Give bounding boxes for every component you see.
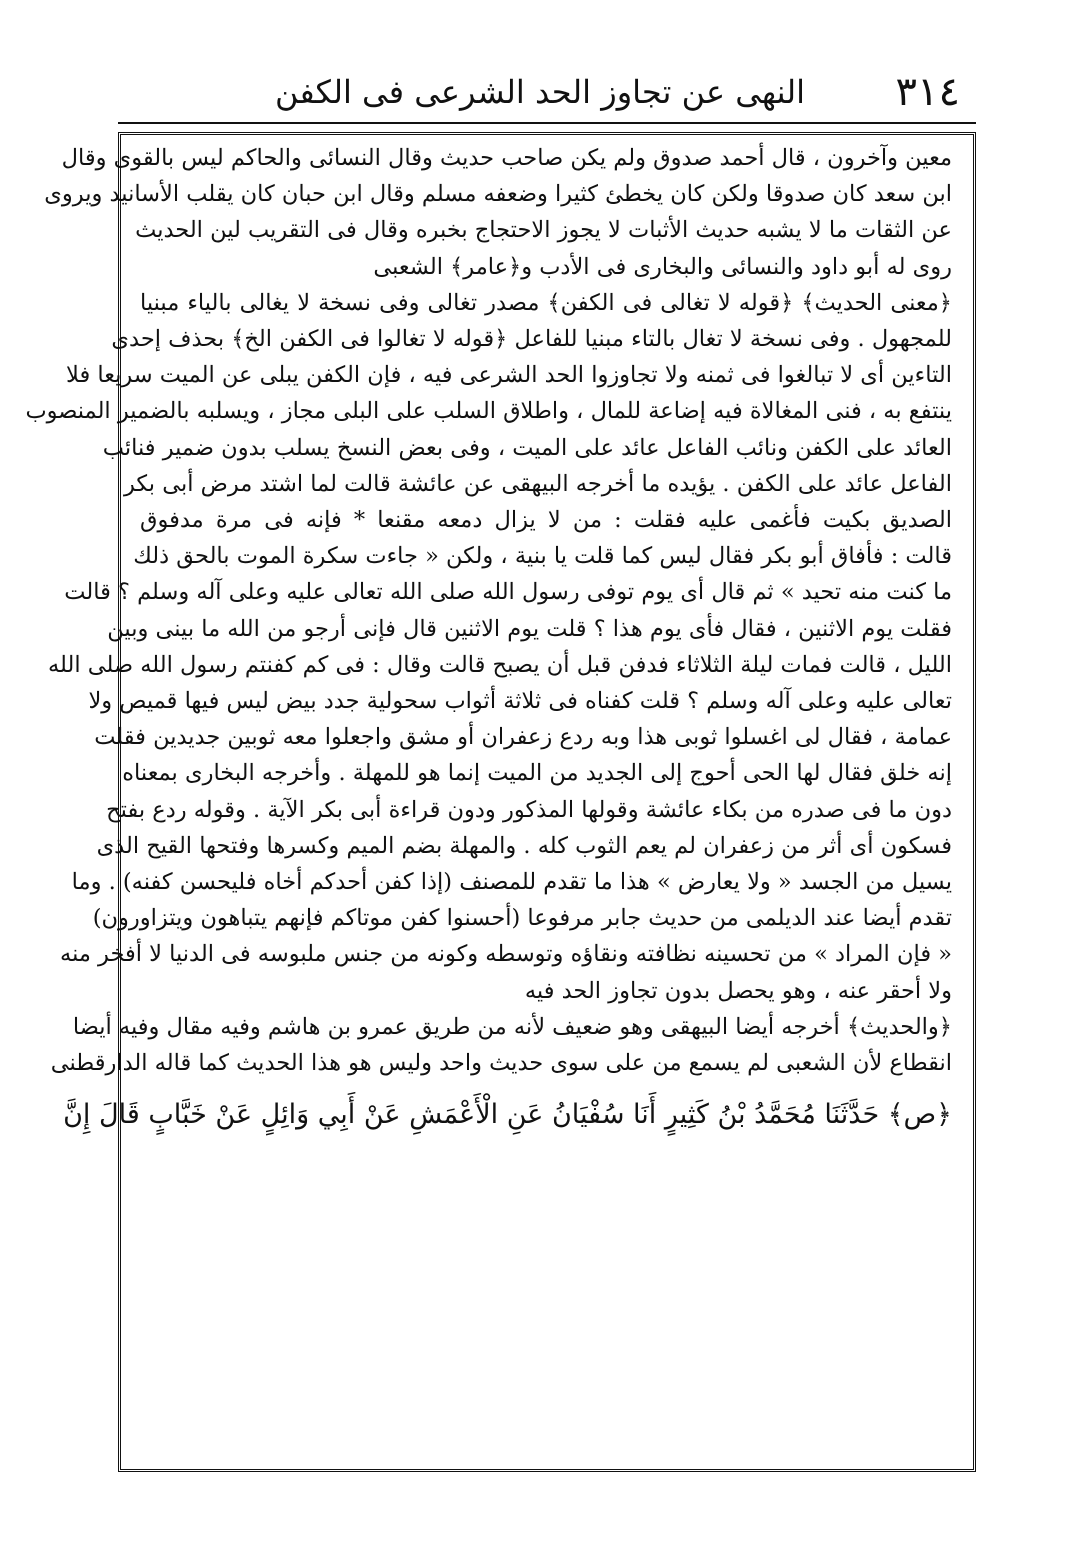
text-line: ينتفع به ، فنى المغالاة فيه إضاعة للمال ، واطلاق السلب على البلى مجاز ، ويسلبه بالضمير المنصوب xyxy=(25,398,952,425)
text-line: روى له أبو داود والنسائى والبخارى فى الأدب و﴿عامر﴾ الشعبى xyxy=(373,253,952,280)
text-line: ﴿معنى الحديث﴾ ﴿قوله لا تغالى فى الكفن﴾ مصدر تغالى وفى نسخة لا يغالى بالياء مبنيا xyxy=(140,289,952,316)
text-line: ولا أحقر عنه ، وهو يحصل بدون تجاوز الحد فيه xyxy=(524,977,952,1004)
page-number: ٣١٤ xyxy=(895,69,960,115)
text-line: ﴿والحديث﴾ أخرجه أيضا البيهقى وهو ضعيف لأنه من طريق عمرو بن هاشم وفيه مقال وفيه أيضا xyxy=(72,1013,952,1040)
hadith-matn-line: ﴿ص﴾ حَدَّثَنَا مُحَمَّدُ بْنُ كَثِيرٍ أَنَا سُفْيَانُ عَنِ الْأَعْمَشِ عَنْ أَبِي وَائِلٍ عَنْ خَبَّابٍ قَالَ إِنَّ xyxy=(63,1099,952,1131)
text-line: فقلت يوم الاثنين ، فقال فأى يوم هذا ؟ قلت يوم الاثنين قال فإنى أرجو من الله ما بينى وبين xyxy=(107,615,952,642)
commentary-text xyxy=(25,140,952,1135)
paragraph-gap xyxy=(140,1081,952,1095)
text-line: للمجهول . وفى نسخة لا تغال بالتاء مبنيا للفاعل ﴿قوله لا تغالوا فى الكفن الخ﴾ بحذف إحدى xyxy=(111,326,952,353)
text-line: ابن سعد كان صدوقا ولكن كان يخطئ كثيرا وضعفه مسلم وقال ابن حبان كان يقلب الأسانيد ويروى xyxy=(44,181,952,208)
text-line: قالت : فأفاق أبو بكر فقال ليس كما قلت يا بنية ، ولكن « جاءت سكرة الموت بالحق ذلك xyxy=(133,543,952,570)
text-line: العائد على الكفن ونائب الفاعل عائد على الميت ، وفى بعض النسخ يسلب بدون ضمير فنائب xyxy=(102,434,952,461)
text-line: عمامة ، فقال لى اغسلوا ثوبى هذا وبه ردع زعفران أو مشق واجعلوا معه ثوبين جديدين فقلت xyxy=(94,724,952,751)
text-line: يسيل من الجسد « ولا يعارض » هذا ما تقدم للمصنف (إذا كفن أحدكم أخاه فليحسن كفنه) . وما xyxy=(71,869,952,896)
text-line: « فإن المراد » من تحسينه نظافته ونقاؤه وتوسطه وكونه من جنس ملبوسه فى الدنيا لا أفخر منه xyxy=(60,941,952,968)
poetry-line: الصديق بكيت فأغمى عليه فقلت : من لا يزال دمعه مقنعا * فإنه فى مرة مدفوق xyxy=(140,507,952,534)
text-line: فسكون أى أثر من زعفران لم يعم الثوب كله . والمهلة بضم الميم وكسرها وفتحها القيح الذى xyxy=(96,832,952,859)
text-line: تعالى عليه وعلى آله وسلم ؟ قلت كفناه فى ثلاثة أثواب سحولية جدد بيض ليس فيها قميص ولا xyxy=(88,688,952,715)
text-line: عن الثقات ما لا يشبه حديث الأثبات لا يجوز الاحتجاج بخبره وقال فى التقريب لين الحديث xyxy=(135,217,952,244)
header-rule xyxy=(118,122,976,124)
text-line: انقطاع لأن الشعبى لم يسمع من على سوى حديث واحد وليس هو هذا الحديث كما قاله الدارقطنى xyxy=(50,1050,952,1077)
text-line: دون ما فى صدره من بكاء عائشة وقولها المذكور ودون قراءة أبى بكر الآية . وقوله ردع بفتح xyxy=(106,796,952,823)
text-line: إنه خلق فقال لها الحى أحوج إلى الجديد من الميت إنما هو للمهلة . وأخرجه البخارى بمعناه xyxy=(122,760,952,787)
running-title: النهى عن تجاوز الحد الشرعى فى الكفن xyxy=(275,73,805,111)
text-line: معين وآخرون ، قال أحمد صدوق ولم يكن صاحب حديث وقال النسائى والحاكم ليس بالقوى وقال xyxy=(61,145,952,171)
text-line: الليل ، قالت فمات ليلة الثلاثاء فدفن قبل أن يصبح قالت وقال : فى كم كفنتم رسول الله صلى الله xyxy=(47,651,952,678)
text-line: التاءين أى لا تبالغوا فى ثمنه ولا تجاوزوا الحد الشرعى فيه ، فإن الكفن يبلى عن الميت سريعا فلا xyxy=(66,362,952,389)
text-line: تقدم أيضا عند الديلمى من حديث جابر مرفوعا (أحسنوا كفن موتاكم فإنهم يتباهون ويتزاورون) xyxy=(92,905,952,932)
text-line: الفاعل عائد على الكفن . يؤيده ما أخرجه البيهقى عن عائشة قالت لما اشتد مرض أبى بكر xyxy=(123,470,952,497)
text-line: ما كنت منه تحيد » ثم قال أى يوم توفى رسول الله صلى الله تعالى عليه وعلى آله وسلم ؟ قالت xyxy=(64,579,952,606)
page-header xyxy=(120,62,960,120)
